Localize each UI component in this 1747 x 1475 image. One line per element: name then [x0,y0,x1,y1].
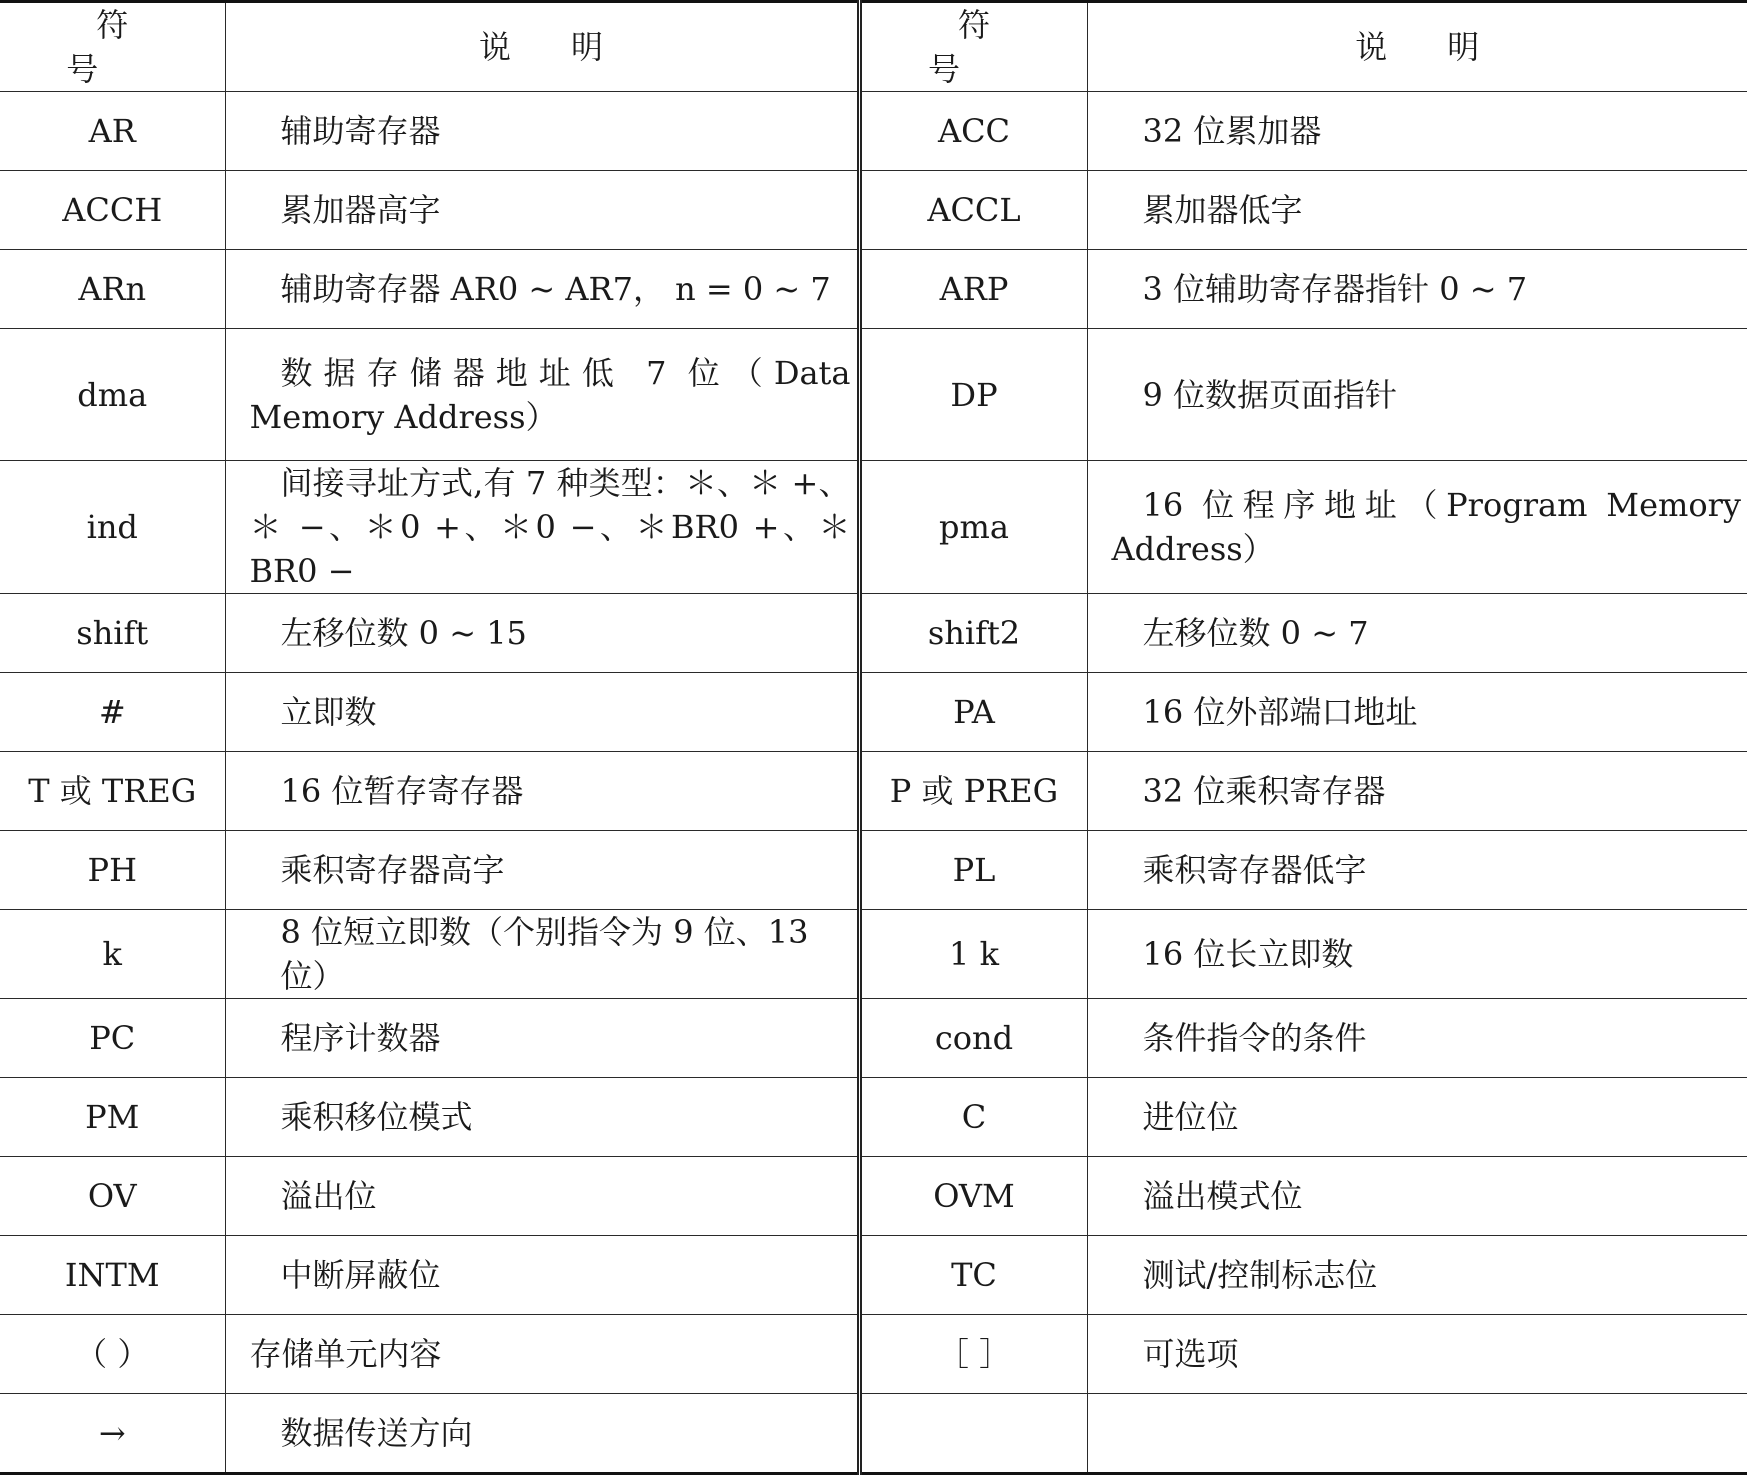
symbol-right-cell: C [859,1078,1087,1157]
symbol-left-cell: dma [0,329,225,461]
description-left-cell: 累加器高字 [225,171,859,250]
description-right-cell: 乘积寄存器低字 [1087,831,1747,910]
description-right-cell: 溢出模式位 [1087,1157,1747,1236]
description-left-cell: 数据传送方向 [225,1394,859,1474]
symbol-right-cell: pma [859,461,1087,594]
symbol-left-cell: k [0,910,225,999]
description-right-cell: 左移位数 0 ~ 7 [1087,594,1747,673]
symbol-left-cell: INTM [0,1236,225,1315]
header-desc-right: 说明 [1087,2,1747,92]
description-right-cell: 16 位外部端口地址 [1087,673,1747,752]
table-row [0,250,1747,329]
symbol-right-cell: ARP [859,250,1087,329]
symbol-right-cell: OVM [859,1157,1087,1236]
description-right-cell: 9 位数据页面指针 [1087,329,1747,461]
description-right-cell: 3 位辅助寄存器指针 0 ~ 7 [1087,250,1747,329]
symbol-left-cell: ARn [0,250,225,329]
description-right-cell: 条件指令的条件 [1087,999,1747,1078]
description-right-cell: 进位位 [1087,1078,1747,1157]
symbol-right-cell: shift2 [859,594,1087,673]
description-right-cell: 32 位累加器 [1087,92,1747,171]
description-left-cell: 程序计数器 [225,999,859,1078]
table-row [0,673,1747,752]
symbol-right-cell: DP [859,329,1087,461]
symbol-left-cell: → [0,1394,225,1474]
symbol-left-cell: T 或 TREG [0,752,225,831]
description-left-cell: 数据存储器地址低 7 位（Data Memory Address） [225,329,859,461]
description-left-cell: 存储单元内容 [225,1315,859,1394]
symbol-right-cell: ACCL [859,171,1087,250]
description-left-cell: 16 位暂存寄存器 [225,752,859,831]
symbol-left-cell: OV [0,1157,225,1236]
symbol-left-cell: PM [0,1078,225,1157]
table-row [0,752,1747,831]
description-right-cell: 测试/控制标志位 [1087,1236,1747,1315]
description-left-cell: 乘积寄存器高字 [225,831,859,910]
description-left-cell: 间接寻址方式,有 7 种类型：＊、＊ +、＊ −、＊0 +、＊0 −、＊BR0 +、＊BR0 − [225,461,859,594]
description-left-cell: 溢出位 [225,1157,859,1236]
table-row [0,461,1747,594]
table-row [0,1078,1747,1157]
symbol-left-cell: shift [0,594,225,673]
table-row [0,1236,1747,1315]
description-left-cell: 左移位数 0 ~ 15 [225,594,859,673]
table-row [0,329,1747,461]
description-right-cell: 可选项 [1087,1315,1747,1394]
description-left-cell: 8 位短立即数（个别指令为 9 位、13 位） [225,910,859,999]
table-row [0,92,1747,171]
symbol-right-cell: PL [859,831,1087,910]
table-row [0,910,1747,999]
symbol-right-cell: ［ ］ [859,1315,1087,1394]
header-desc-left: 说明 [225,2,859,92]
table-row [0,171,1747,250]
symbol-right-cell: PA [859,673,1087,752]
description-right-cell: 16 位长立即数 [1087,910,1747,999]
table-row [0,999,1747,1078]
symbol-left-cell: AR [0,92,225,171]
symbol-left-cell: ind [0,461,225,594]
symbol-right-cell: cond [859,999,1087,1078]
symbol-left-cell: PC [0,999,225,1078]
header-symbol-left: 符号 [0,2,225,92]
table-row [0,1157,1747,1236]
description-right-cell: 32 位乘积寄存器 [1087,752,1747,831]
description-left-cell: 中断屏蔽位 [225,1236,859,1315]
description-right-cell: 16 位程序地址（Program Memory Address） [1087,461,1747,594]
description-left-cell: 辅助寄存器 [225,92,859,171]
symbol-left-cell: （ ） [0,1315,225,1394]
description-right-cell: 累加器低字 [1087,171,1747,250]
symbol-right-cell: ACC [859,92,1087,171]
symbol-left-cell: ACCH [0,171,225,250]
description-left-cell: 乘积移位模式 [225,1078,859,1157]
symbol-left-cell: # [0,673,225,752]
header-row [0,2,1747,92]
description-left-cell: 辅助寄存器 AR0 ~ AR7， n = 0 ~ 7 [225,250,859,329]
header-symbol-right: 符号 [859,2,1087,92]
symbol-right-cell: TC [859,1236,1087,1315]
table-row [0,831,1747,910]
description-left-cell: 立即数 [225,673,859,752]
symbol-left-cell: PH [0,831,225,910]
symbol-right-cell: P 或 PREG [859,752,1087,831]
table-row [0,594,1747,673]
table-row [0,1315,1747,1394]
symbol-right-cell: 1 k [859,910,1087,999]
